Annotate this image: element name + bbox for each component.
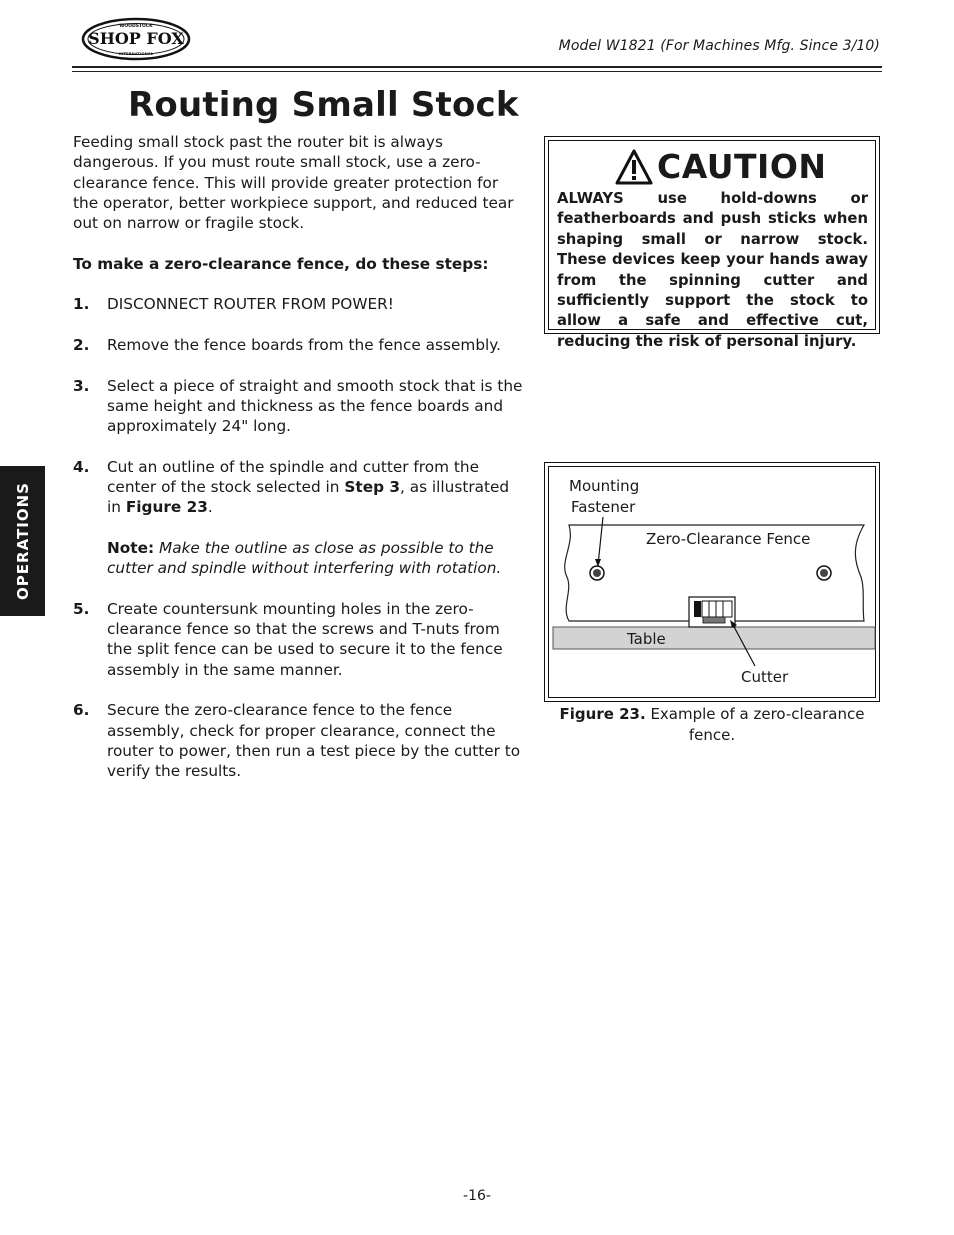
header-rule-thin bbox=[72, 71, 882, 72]
step-4 bbox=[73, 457, 523, 579]
step-note bbox=[107, 538, 523, 579]
label-mounting: Mounting bbox=[569, 477, 640, 495]
step-number: 3. bbox=[73, 376, 90, 395]
step-number: 4. bbox=[73, 457, 90, 476]
figure-reference: Figure 23 bbox=[125, 498, 208, 517]
label-table: Table bbox=[627, 630, 666, 648]
step-number: 1. bbox=[73, 295, 90, 314]
page-title: Routing Small Stock bbox=[128, 85, 519, 125]
mounting-fastener-left bbox=[590, 566, 604, 580]
intro-paragraph: Feeding small stock past the router bit is always dangerous. If you must route small stock, use a zero-clearance fence. This will provide greater protection for the operator, better workpiece support, and reduced tear out on narrow or fragile stock. bbox=[73, 133, 514, 233]
svg-text:WOODSTOCK: WOODSTOCK bbox=[119, 24, 153, 29]
header-rule bbox=[72, 66, 882, 68]
caption-label: Figure 23. bbox=[559, 705, 646, 723]
section-tab bbox=[0, 466, 45, 616]
page-number: -16- bbox=[463, 1188, 491, 1204]
label-cutter: Cutter bbox=[741, 668, 789, 686]
label-fastener: Fastener bbox=[571, 498, 636, 516]
caution-box bbox=[544, 136, 880, 350]
step-5 bbox=[73, 599, 523, 680]
step-3 bbox=[73, 376, 523, 437]
step-text: Select a piece of straight and smooth stock that is the same height and thickness as the fence boards and approximately 24" long. bbox=[107, 376, 523, 436]
note-text: Make the outline as close as possible to the cutter and spindle without interfering with rotation. bbox=[107, 538, 502, 578]
caution-text: ALWAYS use hold-downs or featherboards and push sticks when shaping small or narrow stock. These devices keep your hands away from the spinning cutter and sufficiently support the stock to allow a safe and effective cut, reducing the risk of personal injury. bbox=[557, 190, 868, 350]
step-reference: Step 3 bbox=[344, 478, 400, 497]
step-text: Cut an outline of the spindle and cutter from the center of the stock selected in Step 3, as illustrated in Figure 23. bbox=[107, 457, 510, 517]
warning-triangle-icon bbox=[615, 149, 653, 185]
model-header: Model W1821 (For Machines Mfg. Since 3/10) bbox=[558, 38, 880, 54]
steps-heading: To make a zero-clearance fence, do these steps: bbox=[73, 254, 489, 273]
step-number: 2. bbox=[73, 335, 90, 354]
step-2 bbox=[73, 335, 523, 355]
caution-heading: CAUTION bbox=[657, 147, 827, 186]
label-fence: Zero-Clearance Fence bbox=[646, 530, 811, 548]
step-6 bbox=[73, 700, 523, 781]
section-tab-label: OPERATIONS bbox=[13, 482, 32, 600]
cutter bbox=[689, 597, 735, 627]
caption-text: Example of a zero-clearance fence. bbox=[645, 705, 865, 744]
svg-text:INTERNATIONAL: INTERNATIONAL bbox=[118, 51, 154, 56]
step-number: 5. bbox=[73, 599, 90, 618]
shop-fox-logo bbox=[80, 14, 192, 64]
step-number: 6. bbox=[73, 701, 90, 720]
note-label: Note: bbox=[107, 538, 155, 557]
figure-23 bbox=[544, 462, 880, 702]
step-text: DISCONNECT ROUTER FROM POWER! bbox=[107, 295, 394, 314]
table-surface bbox=[553, 627, 875, 649]
svg-text:SHOP FOX: SHOP FOX bbox=[88, 29, 184, 48]
step-text: Secure the zero-clearance fence to the fence assembly, check for proper clearance, connect the router to power, then run a test piece by the cutter to verify the results. bbox=[107, 701, 521, 781]
step-text: Remove the fence boards from the fence assembly. bbox=[107, 335, 502, 354]
step-text: Create countersunk mounting holes in the zero-clearance fence so that the screws and T-nuts from the split fence can be used to secure it to the fence assembly in the same manner. bbox=[107, 599, 503, 679]
figure-caption bbox=[544, 704, 880, 745]
step-1 bbox=[73, 294, 523, 314]
mounting-fastener-right bbox=[817, 566, 831, 580]
body-text bbox=[73, 132, 523, 782]
